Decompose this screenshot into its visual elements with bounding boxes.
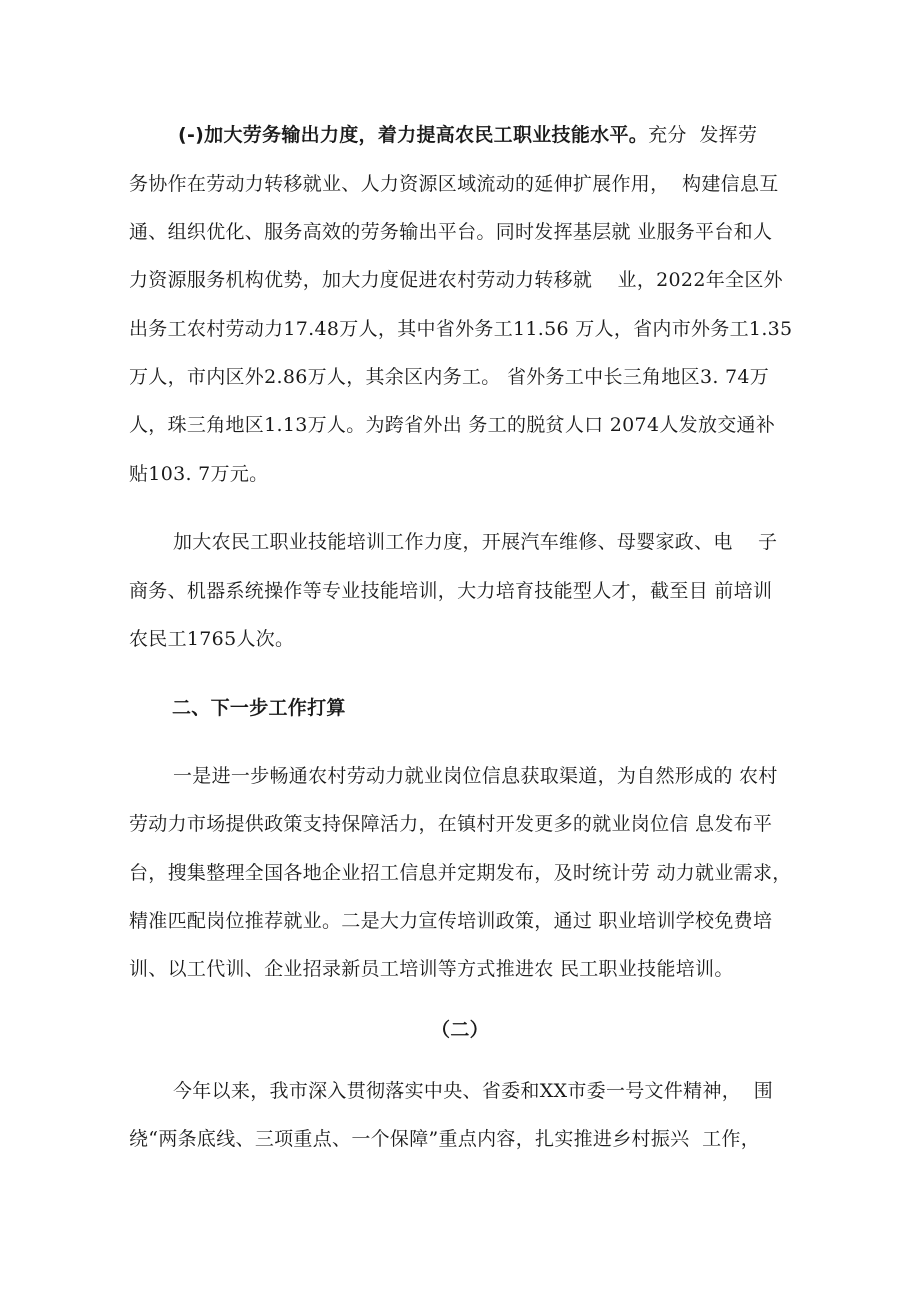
paragraph-3-line-4: 精准匹配岗位推荐就业。二是大力宣传培训政策，通过 职业培训学校免费培 [129, 910, 773, 932]
center-heading-two: （二） [431, 1019, 489, 1041]
paragraph-1-line-5: 出务工农村劳动力17.48万人，其中省外务工11.56 万人，省内市外务工1.35 [129, 318, 793, 340]
paragraph-3-line-3: 台，搜集整理全国各地企业招工信息并定期发布，及时统计劳 动力就业需求， [129, 862, 792, 884]
paragraph-1-bold-lead: (-)加大劳务输出力度，着力提高农民工职业技能水平。 [178, 124, 649, 146]
paragraph-3-line-1: 一是进一步畅通农村劳动力就业岗位信息获取渠道，为自然形成的 农村 [173, 765, 778, 787]
paragraph-2-line-2: 商务、机器系统操作等专业技能培训，大力培育技能型人才，截至目 前培训 [129, 580, 773, 602]
paragraph-1-line-1 [178, 126, 757, 145]
paragraph-1-line-3: 通、组织优化、服务高效的劳务输出平台。同时发挥基层就 业服务平台和人 [129, 221, 773, 243]
paragraph-1-line-4: 力资源服务机构优势，加大力度促进农村劳动力转移就 业，2022年全区外 [129, 269, 783, 291]
paragraph-1-line-8: 贴103. 7万元。 [129, 463, 269, 485]
paragraph-2-line-1: 加大农民工职业技能培训工作力度，开展汽车维修、母婴家政、电 子 [173, 531, 778, 553]
paragraph-3-line-2: 劳动力市场提供政策支持保障活力，在镇村开发更多的就业岗位信 息发布平 [129, 813, 773, 835]
paragraph-4-line-2: 绕“两条底线、三项重点、一个保障”重点内容，扎实推进乡村振兴 工作， [129, 1128, 761, 1150]
paragraph-3-line-5: 训、以工代训、企业招录新员工培训等方式推进农 民工职业技能培训。 [129, 958, 734, 980]
paragraph-4-line-1: 今年以来，我市深入贯彻落实中央、省委和XX市委一号文件精神， 围 [173, 1080, 774, 1102]
paragraph-1-line-6: 万人，市内区外2.86万人，其余区内务工。 省外务工中长三角地区3. 74万 [129, 366, 770, 388]
paragraph-1-line-1-rest: 充分 发挥劳 [648, 124, 758, 146]
paragraph-1-line-2: 务协作在劳动力转移就业、人力资源区域流动的延伸扩展作用， 构建信息互 [129, 173, 779, 195]
section-heading-next-steps: 二、下一步工作打算 [172, 697, 346, 719]
paragraph-2-line-3: 农民工1765人次。 [129, 628, 295, 650]
paragraph-1-line-7: 人，珠三角地区1.13万人。为跨省外出 务工的脱贫人口 2074人发放交通补 [129, 414, 776, 436]
